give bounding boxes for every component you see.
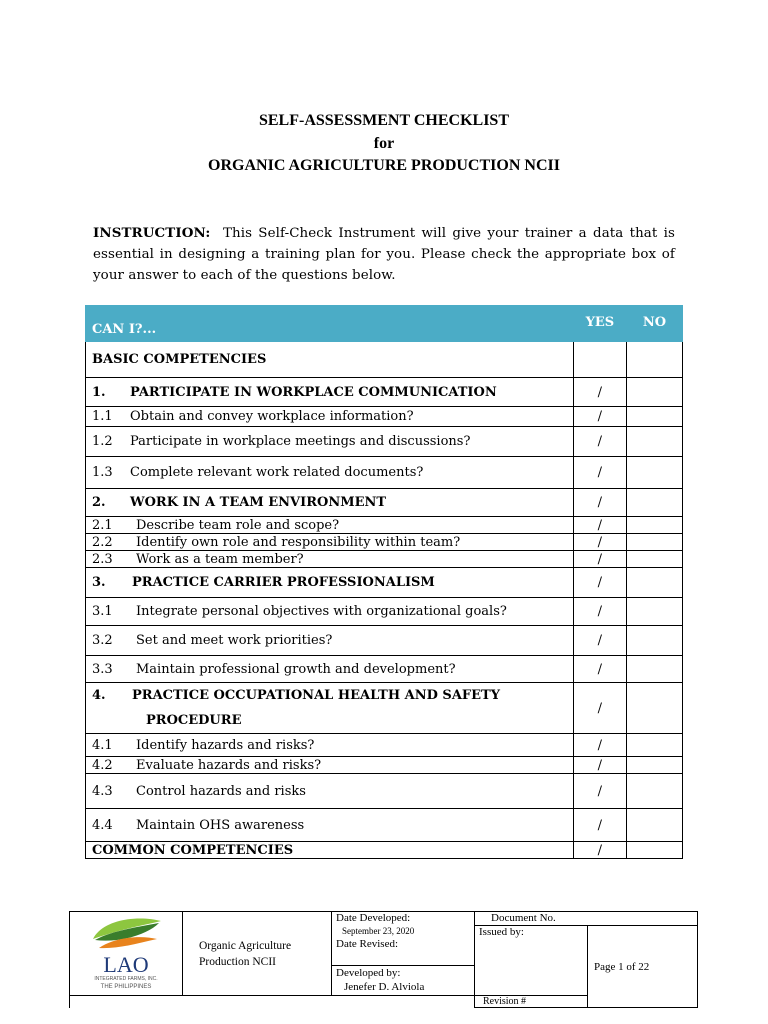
yes-cell[interactable]: / [573, 489, 626, 517]
logo-sub2: THE PHILIPPINES [100, 984, 152, 990]
yes-cell[interactable]: / [573, 626, 626, 656]
table-row [86, 598, 683, 626]
table-row [86, 626, 683, 656]
lao-leaf-icon [81, 913, 171, 991]
yes-cell[interactable]: / [573, 551, 626, 568]
no-cell[interactable] [626, 489, 682, 517]
competency-heading: 4. PRACTICE OCCUPATIONAL HEALTH AND SAFETY PROCEDURE [86, 683, 574, 734]
developed-by-cell [332, 966, 475, 996]
qualification-cell [183, 912, 332, 996]
yes-cell[interactable]: / [573, 842, 626, 859]
column-header-question: CAN I?... [86, 306, 574, 342]
issued-by-label: Issued by: [479, 926, 524, 938]
revision-label: Revision # [475, 996, 588, 1008]
yes-cell[interactable]: / [573, 517, 626, 534]
no-cell[interactable] [626, 626, 682, 656]
table-row [86, 683, 683, 734]
document-no-label: Document No. [475, 912, 698, 926]
yes-cell[interactable]: / [573, 757, 626, 774]
no-cell[interactable] [626, 342, 682, 378]
yes-cell[interactable]: / [573, 534, 626, 551]
question-item: 3.1 Integrate personal objectives with organizational goals? [86, 598, 574, 626]
table-row [86, 407, 683, 427]
yes-cell[interactable]: / [573, 683, 626, 734]
table-row [86, 656, 683, 683]
date-developed-value: September 23, 2020 [342, 926, 415, 936]
instruction-text: This Self-Check Instrument will give your trainer a data that is essential in designing a training plan for you. Please check the appropriate box of your answer to each of the questions below. [93, 226, 675, 283]
date-revised-label: Date Revised: [336, 938, 399, 950]
question-item: 2.1 Describe team role and scope? [86, 517, 574, 534]
self-assessment-table [85, 305, 683, 859]
developed-by-value: Jenefer D. Alviola [344, 981, 425, 993]
no-cell[interactable] [626, 457, 682, 489]
table-row [86, 534, 683, 551]
no-cell[interactable] [626, 774, 682, 809]
table-row [86, 517, 683, 534]
column-header-yes: YES [573, 306, 626, 342]
page-number: Page 1 of 22 [588, 926, 698, 1008]
column-header-no: NO [626, 306, 682, 342]
date-cell [332, 912, 475, 966]
no-cell[interactable] [626, 809, 682, 842]
no-cell[interactable] [626, 551, 682, 568]
competency-heading: 2. WORK IN A TEAM ENVIRONMENT [86, 489, 574, 517]
no-cell[interactable] [626, 757, 682, 774]
no-cell[interactable] [626, 427, 682, 457]
table-row [86, 378, 683, 407]
yes-cell[interactable]: / [573, 407, 626, 427]
yes-cell[interactable]: / [573, 378, 626, 407]
question-item: 4.4 Maintain OHS awareness [86, 809, 574, 842]
yes-cell[interactable]: / [573, 734, 626, 757]
yes-cell[interactable]: / [573, 656, 626, 683]
issued-by-cell [475, 926, 588, 996]
no-cell[interactable] [626, 534, 682, 551]
yes-cell[interactable]: / [573, 568, 626, 598]
question-item: 2.3 Work as a team member? [86, 551, 574, 568]
table-row [86, 342, 683, 378]
question-item: 1.2 Participate in workplace meetings and discussions? [86, 427, 574, 457]
title-connector: for [373, 135, 395, 152]
section-heading: COMMON COMPETENCIES [86, 842, 574, 859]
question-item: 2.2 Identify own role and responsibility within team? [86, 534, 574, 551]
instruction-paragraph [93, 223, 675, 286]
yes-cell[interactable]: / [573, 598, 626, 626]
competency-heading: 1. PARTICIPATE IN WORKPLACE COMMUNICATION [86, 378, 574, 407]
yes-cell[interactable]: / [573, 427, 626, 457]
no-cell[interactable] [626, 378, 682, 407]
company-logo [70, 912, 183, 996]
document-footer [69, 911, 698, 1008]
table-row [86, 842, 683, 859]
yes-cell[interactable] [573, 342, 626, 378]
logo-sub1: INTEGRATED FARMS, INC. [94, 976, 158, 982]
table-header-row [86, 306, 683, 342]
date-developed-label: Date Developed: [336, 912, 411, 924]
question-item: 1.1 Obtain and convey workplace information? [86, 407, 574, 427]
question-item: 4.3 Control hazards and risks [86, 774, 574, 809]
table-row [86, 774, 683, 809]
table-row [86, 734, 683, 757]
no-cell[interactable] [626, 656, 682, 683]
no-cell[interactable] [626, 517, 682, 534]
table-row [86, 757, 683, 774]
question-item: 4.1 Identify hazards and risks? [86, 734, 574, 757]
yes-cell[interactable]: / [573, 457, 626, 489]
no-cell[interactable] [626, 734, 682, 757]
yes-cell[interactable]: / [573, 774, 626, 809]
question-item: 1.3 Complete relevant work related documents? [86, 457, 574, 489]
table-row [86, 551, 683, 568]
no-cell[interactable] [626, 598, 682, 626]
instruction-label: INSTRUCTION: [93, 225, 211, 241]
yes-cell[interactable]: / [573, 809, 626, 842]
question-item: 3.2 Set and meet work priorities? [86, 626, 574, 656]
no-cell[interactable] [626, 842, 682, 859]
page-subtitle: ORGANIC AGRICULTURE PRODUCTION NCII [208, 157, 560, 174]
developed-by-label: Developed by: [336, 967, 401, 979]
qualification-line2: Production NCII [199, 955, 276, 968]
no-cell[interactable] [626, 407, 682, 427]
table-row [86, 427, 683, 457]
question-item: 4.2 Evaluate hazards and risks? [86, 757, 574, 774]
table-row [86, 489, 683, 517]
qualification-line1: Organic Agriculture [199, 939, 292, 952]
question-item: 3.3 Maintain professional growth and development? [86, 656, 574, 683]
no-cell[interactable] [626, 683, 682, 734]
table-row [86, 457, 683, 489]
logo-text: LAO [103, 952, 149, 977]
table-row [86, 809, 683, 842]
competency-heading: 3. PRACTICE CARRIER PROFESSIONALISM [86, 568, 574, 598]
section-heading: BASIC COMPETENCIES [86, 342, 574, 378]
table-row [86, 568, 683, 598]
no-cell[interactable] [626, 568, 682, 598]
page-title: SELF-ASSESSMENT CHECKLIST [258, 112, 509, 129]
